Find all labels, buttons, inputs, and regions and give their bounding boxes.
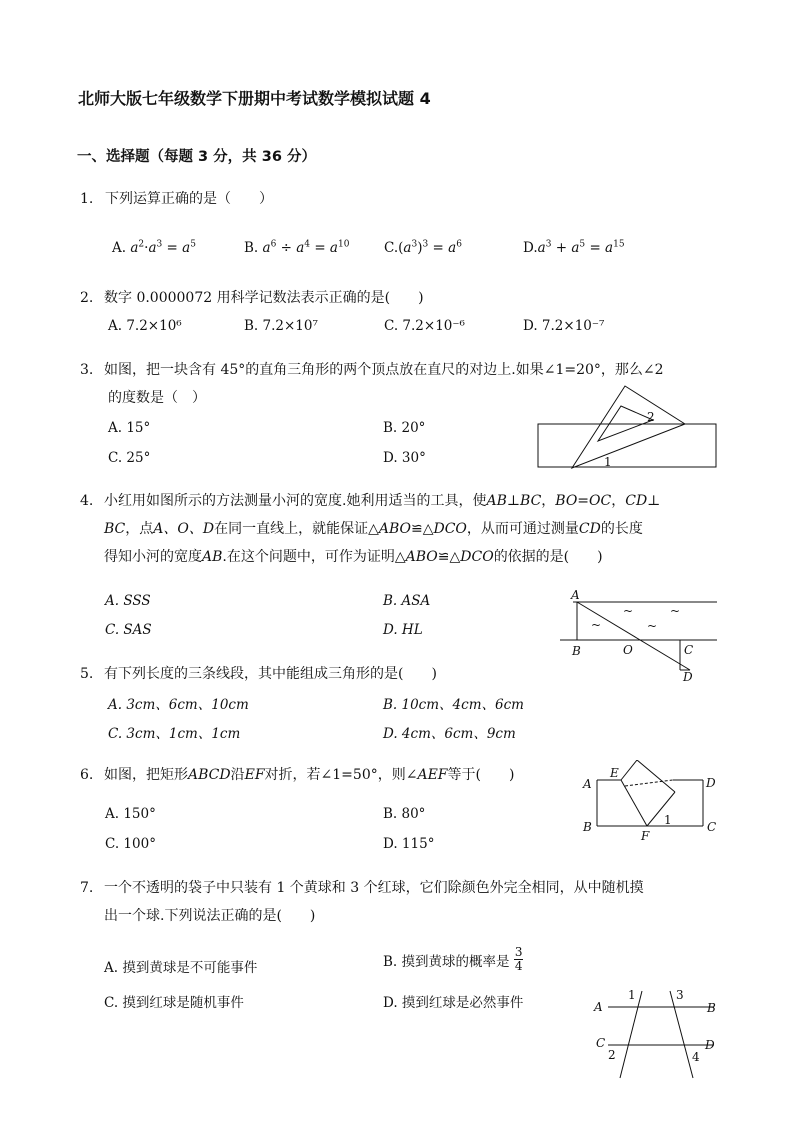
figure-7-parallel-lines bbox=[590, 983, 725, 1083]
q1-option-c[interactable]: $C.(a^3)^3 = a^6$ bbox=[384, 239, 462, 256]
q4-option-b[interactable]: B. ASA bbox=[383, 593, 431, 609]
svg-text:1: 1 bbox=[628, 988, 636, 1002]
svg-text:~: ~ bbox=[670, 604, 681, 618]
figure-6-folded-rectangle bbox=[575, 760, 725, 845]
svg-text:O: O bbox=[623, 643, 633, 657]
q7-option-a[interactable]: A. 摸到黄球是不可能事件 bbox=[104, 960, 258, 976]
svg-text:C: C bbox=[596, 1036, 606, 1050]
q7-option-c[interactable]: C. 摸到红球是随机事件 bbox=[104, 995, 244, 1011]
section-heading: 一、选择题（每题 3 分，共 36 分） bbox=[77, 149, 316, 165]
question-7-line1: 一个不透明的袋子中只装有 1 个黄球和 3 个红球，它们除颜色外完全相同，从中随机摸 bbox=[104, 880, 644, 896]
svg-text:D: D bbox=[705, 1038, 715, 1052]
svg-text:C: C bbox=[684, 643, 694, 657]
question-5-text: 有下列长度的三条线段，其中能组成三角形的是( ) bbox=[104, 666, 437, 682]
svg-text:D: D bbox=[706, 776, 716, 790]
svg-text:D: D bbox=[683, 670, 693, 684]
svg-text:B: B bbox=[583, 820, 592, 834]
q4-option-a[interactable]: A. SSS bbox=[105, 593, 151, 609]
q2-option-c[interactable]: C. 7.2×10⁻⁶ bbox=[384, 318, 465, 334]
q6-option-c[interactable]: C. 100° bbox=[105, 836, 156, 852]
question-3-number: 3. bbox=[80, 362, 94, 378]
q2-option-b[interactable]: B. 7.2×10⁷ bbox=[244, 318, 318, 334]
question-5-number: 5. bbox=[80, 666, 94, 682]
svg-text:B: B bbox=[572, 644, 581, 658]
svg-text:F: F bbox=[641, 829, 650, 843]
q2-option-a[interactable]: A. 7.2×10⁶ bbox=[108, 318, 182, 334]
fig3-label-1: 1 bbox=[604, 455, 612, 469]
svg-text:1: 1 bbox=[664, 813, 672, 827]
q3-option-b[interactable]: B. 20° bbox=[383, 420, 426, 436]
svg-text:A: A bbox=[583, 777, 592, 791]
q7-option-b[interactable]: B. 摸到黄球的概率是 $\frac{3}{4}$ bbox=[383, 945, 523, 973]
q5-option-b[interactable]: B. 10cm、4cm、6cm bbox=[383, 697, 524, 713]
q1-option-b[interactable]: B. $a^6 \div a^4 = a^{10}$ bbox=[244, 239, 350, 256]
q6-option-d[interactable]: D. 115° bbox=[383, 836, 435, 852]
svg-text:4: 4 bbox=[692, 1050, 700, 1064]
svg-text:~: ~ bbox=[591, 618, 602, 632]
question-7-line2: 出一个球.下列说法正确的是( ) bbox=[104, 908, 316, 924]
q3-option-c[interactable]: C. 25° bbox=[108, 450, 151, 466]
question-6-number: 6. bbox=[80, 767, 94, 783]
q5-option-d[interactable]: D. 4cm、6cm、9cm bbox=[383, 726, 516, 742]
svg-text:B: B bbox=[707, 1001, 716, 1015]
q2-option-d[interactable]: D. 7.2×10⁻⁷ bbox=[523, 318, 605, 334]
question-1-number: 1. bbox=[80, 191, 94, 207]
svg-text:~: ~ bbox=[647, 619, 658, 633]
q6-option-a[interactable]: A. 150° bbox=[105, 806, 156, 822]
question-4-text: 小红用如图所示的方法测量小河的宽度.她利用适当的工具，使AB⊥BC，BO=OC，CD⊥ BC，点A、O、D在同一直线上，就能保证△ABO≌△DCO，从而可通过测量CD的长度 得知小河的宽度AB.在这个问题中，可作为证明△ABO≌△DCO的依据的是( ) bbox=[104, 493, 661, 565]
question-4-number: 4. bbox=[80, 493, 94, 509]
svg-text:~: ~ bbox=[623, 604, 634, 618]
svg-text:A: A bbox=[594, 1000, 603, 1014]
figure-4-river bbox=[555, 585, 725, 685]
q3-option-d[interactable]: D. 30° bbox=[383, 450, 426, 466]
svg-text:3: 3 bbox=[676, 988, 684, 1002]
figure-3-ruler-triangle bbox=[530, 382, 725, 472]
q6-option-b[interactable]: B. 80° bbox=[383, 806, 426, 822]
svg-text:A: A bbox=[571, 588, 580, 602]
svg-text:E: E bbox=[610, 766, 619, 780]
q7-option-d[interactable]: D. 摸到红球是必然事件 bbox=[383, 995, 524, 1011]
q4-option-c[interactable]: C. SAS bbox=[105, 622, 152, 638]
q3-option-a[interactable]: A. 15° bbox=[108, 420, 151, 436]
question-1-text: 下列运算正确的是（ ） bbox=[105, 191, 273, 207]
svg-text:2: 2 bbox=[608, 1048, 616, 1062]
page-title: 北师大版七年级数学下册期中考试数学模拟试题 4 bbox=[78, 89, 431, 108]
q5-option-c[interactable]: C. 3cm、1cm、1cm bbox=[108, 726, 241, 742]
question-3-line2: 的度数是（ ） bbox=[108, 390, 206, 406]
q7-fraction: $\frac{3}{4}$ bbox=[514, 945, 523, 973]
q5-option-a[interactable]: A. 3cm、6cm、10cm bbox=[108, 697, 249, 713]
svg-text:C: C bbox=[707, 820, 717, 834]
q1-option-d[interactable]: $D.a^3 + a^5 = a^{15}$ bbox=[523, 239, 625, 256]
question-2-number: 2. bbox=[80, 290, 94, 306]
question-2-text: 数字 0.0000072 用科学记数法表示正确的是( ) bbox=[104, 290, 424, 306]
question-7-number: 7. bbox=[80, 880, 94, 896]
fig3-label-2: 2 bbox=[647, 410, 655, 424]
question-3-line1: 如图，把一块含有 45°的直角三角形的两个顶点放在直尺的对边上.如果∠1=20°，那么∠2 bbox=[104, 362, 664, 378]
q4-option-d[interactable]: D. HL bbox=[383, 622, 423, 638]
question-6-text: 如图，把矩形ABCD沿EF对折，若∠1=50°，则∠AEF等于( ) bbox=[104, 767, 515, 783]
q1-option-a[interactable]: A. $a^2\cdot a^3 = a^5$ bbox=[112, 239, 196, 256]
